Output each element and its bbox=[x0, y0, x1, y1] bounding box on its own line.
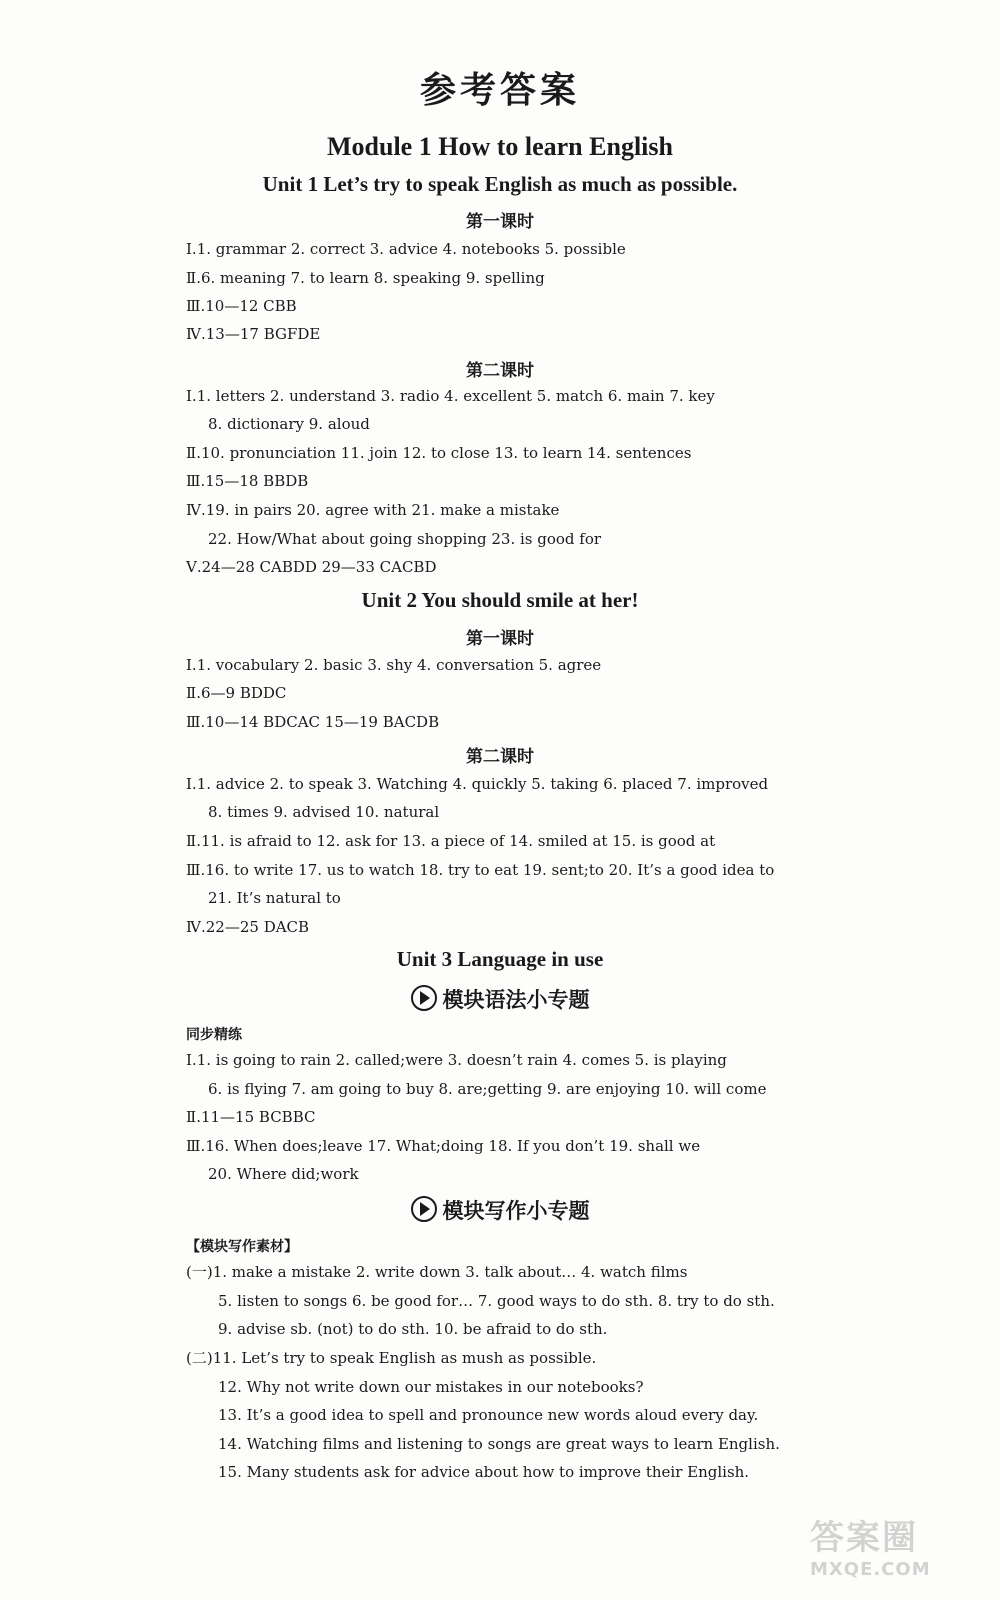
play-arrow-icon bbox=[411, 1196, 437, 1222]
answer-line: Ⅳ.22—25 DACB bbox=[186, 918, 310, 936]
answer-line: Ⅲ.15—18 BBDB bbox=[186, 472, 309, 490]
answer-line: 15. Many students ask for advice about how to improve their English. bbox=[218, 1463, 750, 1481]
writing-topic-label: 模块写作小专题 bbox=[442, 1199, 590, 1223]
unit1-lesson1-label: 第一课时 bbox=[466, 212, 534, 232]
answer-line: 12. Why not write down our mistakes in our notebooks? bbox=[218, 1378, 644, 1396]
answer-line: Ⅲ.10—14 BDCAC 15—19 BACDB bbox=[186, 713, 440, 731]
grammar-topic-heading bbox=[0, 984, 1000, 1014]
answer-line: 21. It’s natural to bbox=[208, 889, 341, 907]
answer-line: Ⅲ.16. to write 17. us to watch 18. try to eat 19. sent;to 20. It’s a good idea to bbox=[186, 861, 775, 879]
answer-line: Ⅰ.1. letters 2. understand 3. radio 4. excellent 5. match 6. main 7. key bbox=[186, 387, 715, 405]
unit2-lesson2-label: 第二课时 bbox=[466, 747, 534, 767]
grammar-sub-label: 同步精练 bbox=[186, 1027, 242, 1043]
answer-line: Ⅳ.13—17 BGFDE bbox=[186, 325, 321, 343]
answer-line: 5. listen to songs 6. be good for… 7. good ways to do sth. 8. try to do sth. bbox=[218, 1292, 775, 1310]
answer-line: 14. Watching films and listening to songs are great ways to learn English. bbox=[218, 1435, 780, 1453]
answer-line: 22. How/What about going shopping 23. is good for bbox=[208, 530, 602, 548]
answer-line: 6. is flying 7. am going to buy 8. are;getting 9. are enjoying 10. will come bbox=[208, 1080, 767, 1098]
watermark-bottom-text: MXQE.COM bbox=[810, 1559, 931, 1580]
unit3-heading: Unit 3 Language in use bbox=[396, 947, 604, 971]
answer-line: Ⅰ.1. advice 2. to speak 3. Watching 4. quickly 5. taking 6. placed 7. improved bbox=[186, 775, 769, 793]
module-heading: Module 1 How to learn English bbox=[327, 132, 673, 161]
answer-line: Ⅴ.24—28 CABDD 29—33 CACBD bbox=[186, 558, 437, 576]
answer-line: Ⅳ.19. in pairs 20. agree with 21. make a mistake bbox=[186, 501, 560, 519]
answer-line: (一)1. make a mistake 2. write down 3. talk about… 4. watch films bbox=[186, 1263, 688, 1281]
site-watermark bbox=[810, 1510, 970, 1580]
unit2-lesson1-label: 第一课时 bbox=[466, 629, 534, 649]
answer-line: Ⅲ.10—12 CBB bbox=[186, 297, 297, 315]
writing-topic-heading bbox=[0, 1195, 1000, 1225]
unit2-heading: Unit 2 You should smile at her! bbox=[361, 588, 639, 612]
answer-line: Ⅱ.6. meaning 7. to learn 8. speaking 9. spelling bbox=[186, 269, 545, 287]
answer-line: Ⅱ.10. pronunciation 11. join 12. to close 13. to learn 14. sentences bbox=[186, 444, 692, 462]
answer-line: Ⅱ.11—15 BCBBC bbox=[186, 1108, 316, 1126]
answer-line: Ⅰ.1. vocabulary 2. basic 3. shy 4. conversation 5. agree bbox=[186, 656, 602, 674]
answer-line: Ⅰ.1. grammar 2. correct 3. advice 4. notebooks 5. possible bbox=[186, 240, 626, 258]
writing-sub-label: 【模块写作素材】 bbox=[186, 1239, 298, 1255]
answer-line: 8. times 9. advised 10. natural bbox=[208, 803, 440, 821]
answer-line: 20. Where did;work bbox=[208, 1165, 359, 1183]
unit1-heading: Unit 1 Let’s try to speak English as much as possible. bbox=[262, 172, 738, 196]
answer-line: 8. dictionary 9. aloud bbox=[208, 415, 370, 433]
page-title: 参考答案 bbox=[419, 70, 580, 111]
answer-line: Ⅱ.11. is afraid to 12. ask for 13. a piece of 14. smiled at 15. is good at bbox=[186, 832, 716, 850]
play-arrow-icon bbox=[411, 985, 437, 1011]
answer-line: 13. It’s a good idea to spell and pronounce new words aloud every day. bbox=[218, 1406, 759, 1424]
answer-line: Ⅲ.16. When does;leave 17. What;doing 18. If you don’t 19. shall we bbox=[186, 1137, 701, 1155]
answer-line: 9. advise sb. (not) to do sth. 10. be afraid to do sth. bbox=[218, 1320, 608, 1338]
watermark-top-text: 答案圈 bbox=[810, 1518, 918, 1558]
unit1-lesson2-label: 第二课时 bbox=[466, 361, 534, 381]
answer-line: Ⅱ.6—9 BDDC bbox=[186, 684, 287, 702]
answer-line: (二)11. Let’s try to speak English as mush as possible. bbox=[186, 1349, 597, 1367]
grammar-topic-label: 模块语法小专题 bbox=[442, 988, 590, 1012]
answer-line: Ⅰ.1. is going to rain 2. called;were 3. doesn’t rain 4. comes 5. is playing bbox=[186, 1051, 727, 1069]
